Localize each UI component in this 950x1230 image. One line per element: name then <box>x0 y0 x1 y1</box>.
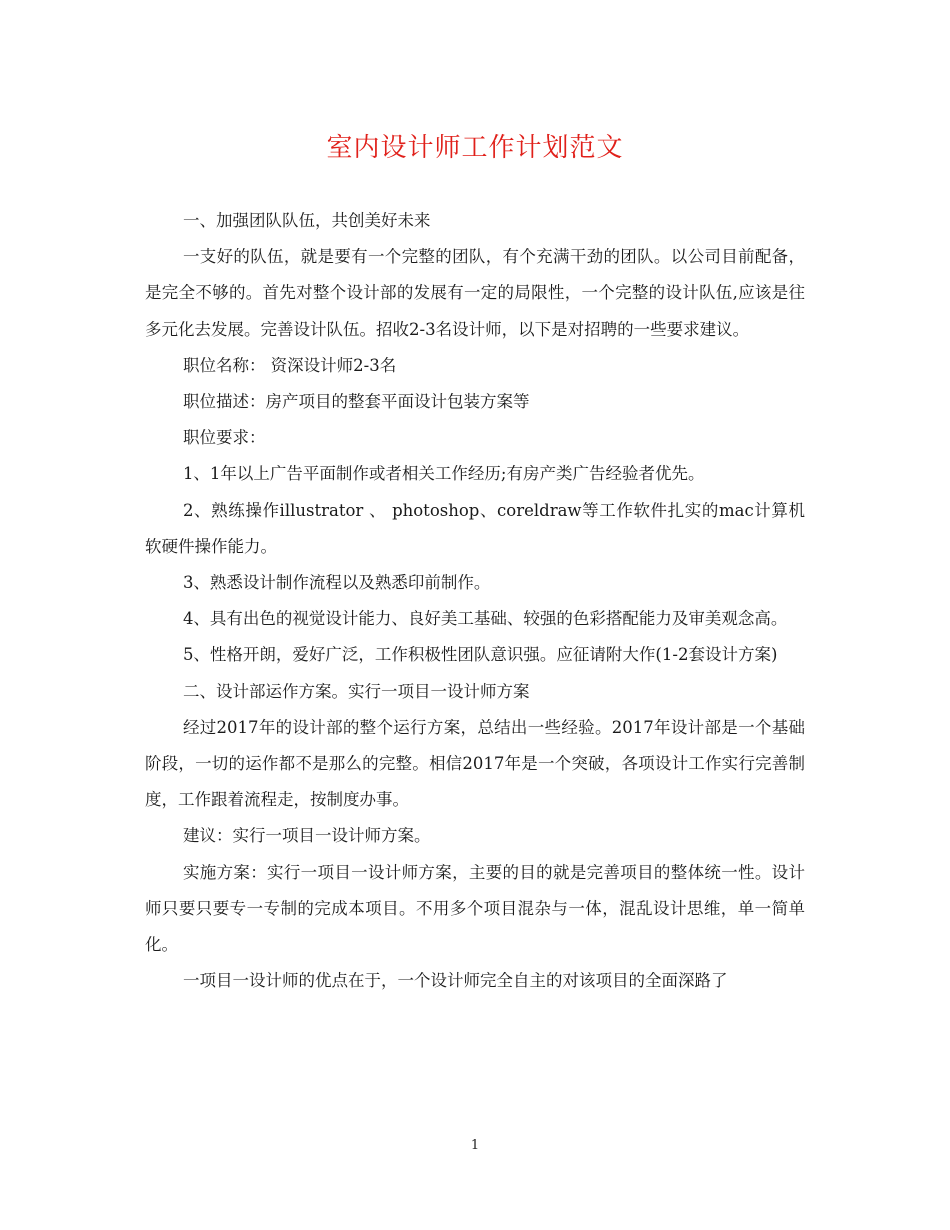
job-description-line: 职位描述：房产项目的整套平面设计包装方案等 <box>182 392 530 412</box>
requirement-item: 2、熟练操作illustrator 、 photoshop、coreldraw等工作软件扎实的mac计算机软硬件操作能力。 <box>145 500 805 556</box>
requirement-item: 3、熟悉设计制作流程以及熟悉印前制作。 <box>182 573 491 593</box>
paragraph: 实施方案：实行一项目一设计师方案，主要的目的就是完善项目的整体统一性。设计师只要只要专一专制的完成本项目。不用多个项目混杂与一体，混乱设计思维，单一简单化。 <box>145 862 805 955</box>
document-body <box>145 203 805 999</box>
section-heading-2: 二、设计部运作方案。实行一项目一设计师方案 <box>182 681 530 701</box>
paragraph: 经过2017年的设计部的整个运行方案，总结出一些经验。2017年设计部是一个基础阶段，一切的运作都不是那么的完整。相信2017年是一个突破，各项设计工作实行完善制度，工作跟着流程走，按制度办事。 <box>145 717 805 810</box>
section-heading-1: 一、加强团队队伍，共创美好未来 <box>182 211 431 230</box>
paragraph: 建议：实行一项目一设计师方案。 <box>182 826 431 846</box>
job-title-line: 职位名称： 资深设计师2-3名 <box>182 355 397 375</box>
paragraph: 一支好的队伍，就是要有一个完整的团队，有个充满干劲的团队。以公司目前配备，是完全不够的。首先对整个设计部的发展有一定的局限性，一个完整的设计队伍,应该是往多元化去发展。完善设计队伍。招收2-3名设计师，以下是对招聘的一些要求建议。 <box>145 247 805 339</box>
page-number: 1 <box>470 1138 480 1153</box>
requirement-item: 1、1年以上广告平面制作或者相关工作经历;有房产类广告经验者优先。 <box>182 464 705 484</box>
job-requirements-heading: 职位要求： <box>182 428 266 448</box>
requirement-item: 5、性格开朗，爱好广泛，工作积极性团队意识强。应征请附大作(1-2套设计方案) <box>182 645 778 665</box>
requirement-item: 4、具有出色的视觉设计能力、良好美工基础、较强的色彩搭配能力及审美观念高。 <box>182 609 788 629</box>
paragraph: 一项目一设计师的优点在于，一个设计师完全自主的对该项目的全面深路了 <box>182 971 728 991</box>
document-title: 室内设计师工作计划范文 <box>326 133 624 163</box>
